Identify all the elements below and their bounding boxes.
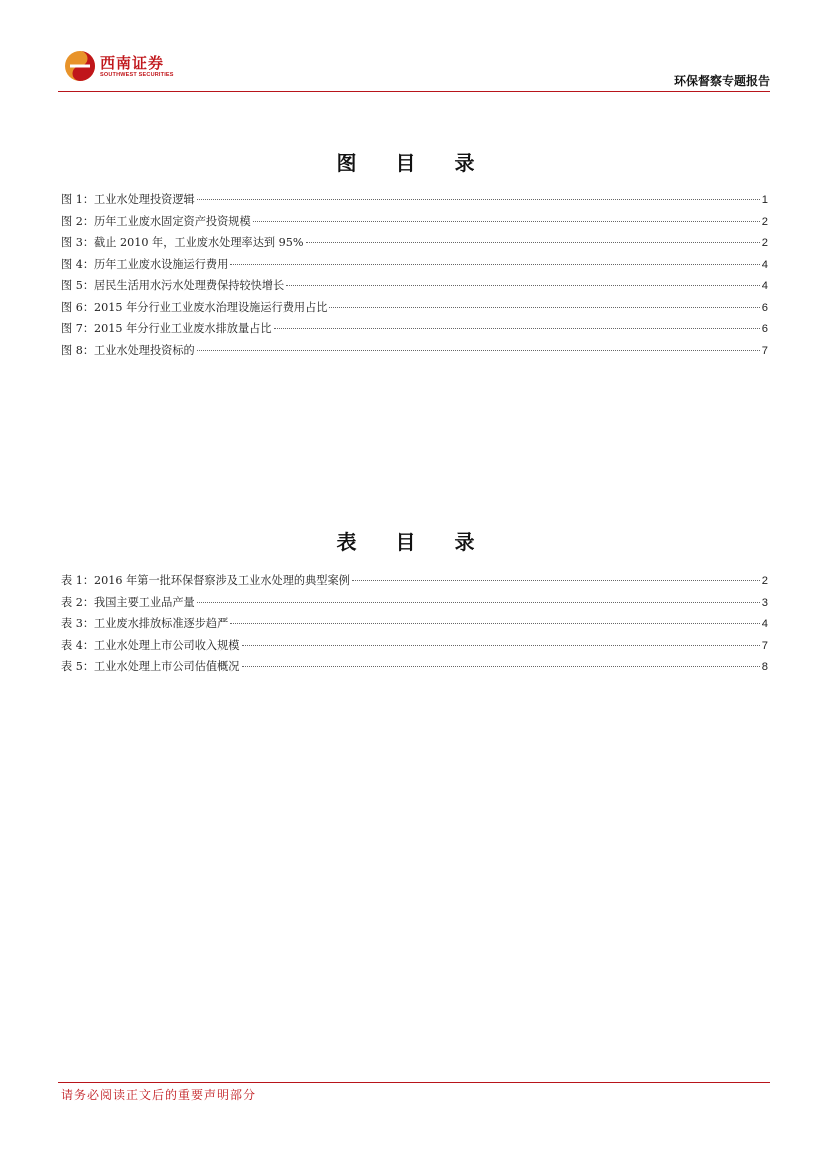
toc-entry-label: 图 1：工业水处理投资逻辑 — [61, 193, 195, 206]
toc-entry-page-number: 1 — [761, 194, 768, 206]
toc-entry-label: 图 3：截止 2010 年，工业废水处理率达到 95% — [61, 236, 304, 249]
figures-toc-title: 图 目 录 — [336, 151, 491, 175]
toc-leader-dots — [274, 328, 760, 329]
toc-entry-page-number: 6 — [761, 301, 768, 314]
toc-entry-page-number: 7 — [761, 639, 768, 652]
toc-leader-dots — [197, 350, 760, 351]
toc-leader-dots — [286, 285, 760, 286]
toc-entry-label: 表 3：工业废水排放标准逐步趋严 — [61, 617, 229, 630]
page-header — [58, 44, 770, 92]
toc-entry[interactable] — [61, 637, 768, 659]
toc-leader-dots — [329, 307, 759, 308]
toc-entry-label: 图 5：居民生活用水污水处理费保持较快增长 — [61, 279, 285, 292]
figures-toc-list — [61, 191, 768, 363]
toc-entry-label: 图 4：历年工业废水设施运行费用 — [61, 257, 229, 271]
toc-entry-label: 图 6：2015 年分行业工业废水治理设施运行费用占比 — [61, 300, 328, 314]
toc-entry-label: 表 1：2016 年第一批环保督察涉及工业水处理的典型案例 — [61, 574, 350, 587]
toc-entry-label: 图 7：2015 年分行业工业废水排放量占比 — [61, 322, 272, 335]
footer-divider — [58, 1082, 770, 1083]
toc-entry[interactable] — [61, 572, 768, 594]
toc-leader-dots — [230, 264, 759, 265]
tables-toc-title: 表 目 录 — [336, 530, 491, 554]
toc-leader-dots — [197, 199, 760, 200]
toc-entry[interactable] — [61, 213, 768, 235]
header-divider — [58, 91, 770, 92]
report-title: 环保督察专题报告 — [673, 74, 770, 88]
toc-entry[interactable] — [61, 256, 768, 278]
toc-entry-label: 图 8：工业水处理投资标的 — [61, 343, 195, 357]
toc-leader-dots — [253, 221, 760, 222]
toc-entry-page-number: 3 — [761, 596, 768, 609]
toc-entry-page-number: 2 — [761, 215, 768, 228]
tables-toc-list — [61, 572, 768, 680]
toc-entry-label: 表 2：我国主要工业品产量 — [61, 595, 195, 609]
toc-entry-page-number: 4 — [761, 280, 768, 292]
toc-leader-dots — [242, 645, 760, 646]
toc-entry[interactable] — [61, 658, 768, 680]
toc-leader-dots — [197, 602, 760, 603]
toc-entry[interactable] — [61, 615, 768, 637]
toc-entry-label: 表 4：工业水处理上市公司收入规模 — [61, 638, 240, 652]
toc-entry[interactable] — [61, 320, 768, 342]
toc-entry[interactable] — [61, 342, 768, 364]
toc-entry-label: 表 5：工业水处理上市公司估值概况 — [61, 660, 240, 673]
toc-leader-dots — [230, 623, 759, 624]
toc-entry-page-number: 4 — [761, 258, 768, 271]
toc-entry[interactable] — [61, 234, 768, 256]
toc-leader-dots — [242, 666, 760, 667]
footer-disclaimer: 请务必阅读正文后的重要声明部分 — [61, 1088, 257, 1102]
toc-entry-label: 图 2：历年工业废水固定资产投资规模 — [61, 214, 251, 228]
toc-entry-page-number: 7 — [761, 344, 768, 357]
logo-chinese-name: 西南证券 — [100, 54, 165, 72]
toc-leader-dots — [352, 580, 760, 581]
toc-entry[interactable] — [61, 191, 768, 213]
toc-entry-page-number: 4 — [761, 618, 768, 630]
toc-entry[interactable] — [61, 299, 768, 321]
toc-leader-dots — [306, 242, 760, 243]
toc-entry-page-number: 6 — [761, 323, 768, 335]
toc-entry[interactable] — [61, 594, 768, 616]
toc-entry[interactable] — [61, 277, 768, 299]
toc-entry-page-number: 2 — [761, 575, 768, 587]
company-logo-icon — [64, 50, 96, 82]
toc-entry-page-number: 2 — [761, 237, 768, 249]
toc-entry-page-number: 8 — [761, 661, 768, 673]
logo-english-name: SOUTHWEST SECURITIES — [100, 72, 174, 78]
